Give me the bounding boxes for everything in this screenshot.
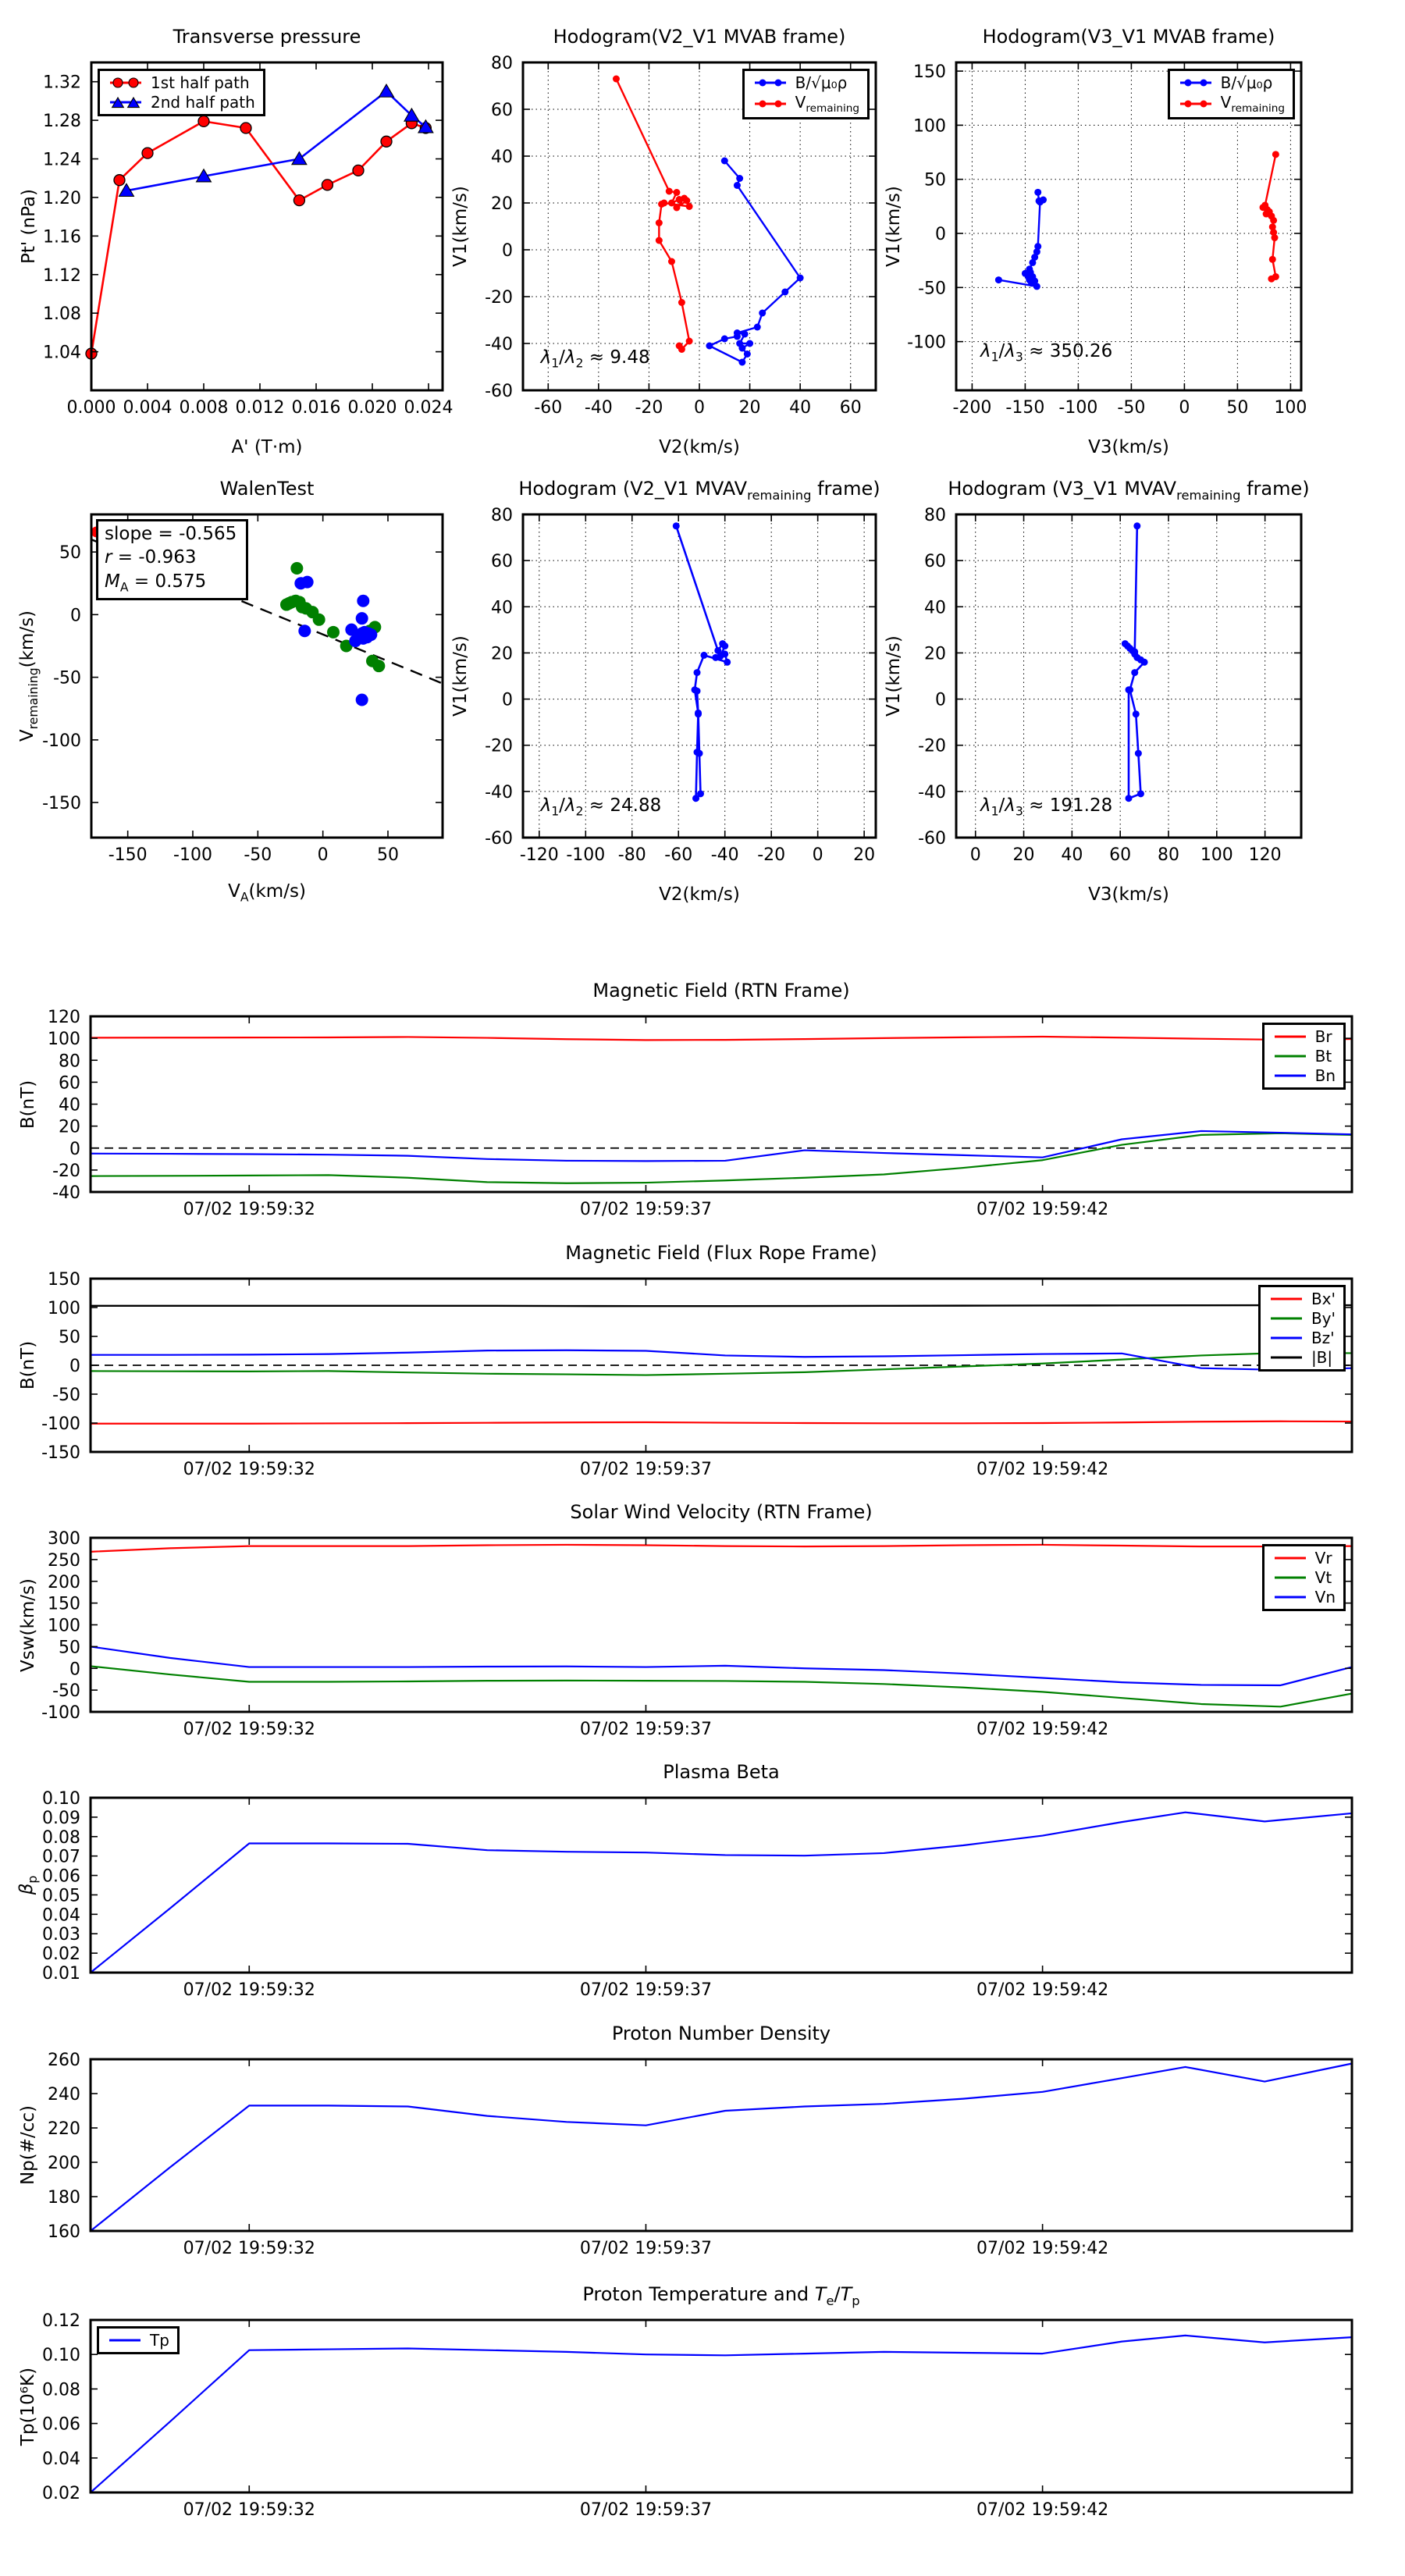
svg-text:200: 200 [48, 1572, 80, 1592]
svg-text:-60: -60 [485, 829, 513, 849]
svg-text:50: 50 [924, 170, 946, 190]
legend-item [1268, 1290, 1336, 1308]
svg-text:-150: -150 [108, 845, 148, 865]
chart-title: Proton Temperature and $T_e/T_p$ [582, 2283, 860, 2308]
svg-text:-40: -40 [52, 1183, 80, 1203]
y-axis-label: Np(#/cc) [18, 2105, 38, 2186]
svg-text:07/02 19:59:42: 07/02 19:59:42 [976, 1720, 1109, 1739]
legend-label: Vr [1314, 1549, 1332, 1567]
legend-line-swatch [1268, 1330, 1304, 1346]
svg-text:-150: -150 [42, 794, 81, 814]
svg-text:-60: -60 [534, 398, 563, 418]
svg-text:240: 240 [48, 2085, 80, 2105]
svg-text:-60: -60 [485, 382, 513, 401]
svg-text:0: 0 [69, 1357, 80, 1376]
chart-hodogram-v3v1-mvab [884, 26, 1307, 457]
svg-text:-60: -60 [664, 845, 693, 865]
svg-text:0.02: 0.02 [42, 2484, 80, 2503]
svg-text:100: 100 [913, 116, 946, 137]
svg-text:0: 0 [317, 845, 329, 865]
legend-line-swatch [1272, 1550, 1308, 1566]
legend-label: $V_{remaining}$ [1220, 93, 1285, 115]
legend-line-swatch [1272, 1029, 1308, 1044]
legend-label: By' [1311, 1309, 1336, 1328]
svg-text:0.000: 0.000 [66, 398, 116, 418]
legend [1168, 69, 1295, 119]
svg-text:40: 40 [789, 398, 812, 418]
svg-text:0: 0 [935, 690, 946, 710]
legend-label: Bx' [1311, 1290, 1336, 1308]
chart-title: Plasma Beta [663, 1761, 780, 1783]
svg-text:-50: -50 [1117, 398, 1146, 418]
svg-text:0.01: 0.01 [42, 1964, 80, 1984]
svg-text:120: 120 [48, 1008, 80, 1027]
chart-title: Magnetic Field (RTN Frame) [592, 980, 850, 1002]
svg-text:07/02 19:59:37: 07/02 19:59:37 [579, 1720, 713, 1739]
y-axis-label: V1(km/s) [450, 186, 471, 267]
legend-item [1178, 93, 1285, 115]
svg-text:07/02 19:59:32: 07/02 19:59:32 [183, 1980, 315, 2000]
legend-item [1272, 1027, 1336, 1046]
svg-text:07/02 19:59:32: 07/02 19:59:32 [183, 1720, 315, 1739]
walen-stats-box: slope = -0.565 r = -0.963 $M_A = 0.575$ [96, 519, 248, 600]
svg-text:20: 20 [738, 398, 761, 418]
legend-line-swatch [752, 75, 788, 91]
svg-text:80: 80 [59, 1051, 80, 1072]
svg-text:-40: -40 [584, 398, 613, 418]
y-axis-label: B(nT) [18, 1340, 38, 1390]
legend-label: Bt [1314, 1047, 1332, 1066]
legend-label: $V_{remaining}$ [795, 93, 859, 115]
svg-text:1.24: 1.24 [43, 150, 81, 170]
chart-title: WalenTest [219, 478, 315, 500]
legend-label: Tp [150, 2331, 169, 2350]
svg-text:120: 120 [1248, 845, 1282, 865]
svg-text:07/02 19:59:37: 07/02 19:59:37 [579, 1460, 713, 1479]
plot-area [41, 1529, 1352, 1739]
svg-text:-100: -100 [41, 1414, 80, 1434]
chart-title: Hodogram(V2_V1 MVAB frame) [553, 26, 846, 48]
svg-text:-60: -60 [918, 829, 946, 849]
x-axis-label: V3(km/s) [1088, 437, 1169, 457]
y-axis-label: $\beta_p$ [16, 1875, 40, 1895]
svg-text:260: 260 [48, 2051, 80, 2070]
legend-label: Vt [1314, 1568, 1332, 1587]
svg-text:07/02 19:59:32: 07/02 19:59:32 [183, 1460, 315, 1479]
svg-text:0: 0 [69, 1660, 80, 1680]
chart-proton-number-density [18, 2023, 1352, 2258]
plot-area [485, 54, 876, 418]
plot-area [42, 1789, 1352, 2000]
legend-line-swatch [107, 2332, 143, 2348]
svg-text:1.12: 1.12 [43, 265, 81, 286]
lambda-ratio-annotation: $\lambda_1/\lambda_3 \approx 350.26$ [980, 341, 1113, 365]
plot-area [485, 506, 876, 865]
svg-text:20: 20 [1012, 845, 1035, 865]
chart-proton-temperature [18, 2283, 1352, 2520]
y-axis-label: B(nT) [18, 1080, 38, 1129]
svg-text:60: 60 [839, 398, 862, 418]
svg-text:20: 20 [491, 644, 513, 664]
chart-hodogram-v2v1-mvab [450, 26, 876, 457]
legend-line-swatch [1268, 1291, 1304, 1307]
svg-text:0.08: 0.08 [42, 1827, 80, 1848]
svg-text:0.10: 0.10 [42, 1789, 80, 1809]
svg-text:80: 80 [491, 506, 513, 525]
plot-area [918, 506, 1301, 865]
svg-text:0.016: 0.016 [291, 398, 341, 418]
lambda-ratio-annotation: $\lambda_1/\lambda_2 \approx 24.88$ [540, 795, 662, 819]
lambda-ratio-annotation: $\lambda_1/\lambda_3 \approx 191.28$ [980, 795, 1113, 819]
svg-text:1.08: 1.08 [43, 304, 81, 325]
svg-text:60: 60 [59, 1073, 80, 1094]
legend-line-swatch [108, 94, 144, 110]
svg-text:-50: -50 [52, 1681, 80, 1702]
svg-text:50: 50 [59, 1328, 80, 1347]
svg-text:07/02 19:59:32: 07/02 19:59:32 [183, 1200, 315, 1219]
legend-item [1268, 1348, 1336, 1367]
legend-item [108, 73, 255, 92]
svg-text:07/02 19:59:42: 07/02 19:59:42 [976, 1200, 1109, 1219]
legend-line-swatch [1268, 1311, 1304, 1326]
svg-text:20: 20 [491, 194, 513, 214]
svg-text:0.02: 0.02 [42, 1944, 80, 1965]
svg-text:60: 60 [491, 101, 513, 120]
svg-text:60: 60 [491, 552, 513, 572]
plot-area [42, 2311, 1352, 2520]
legend-item [752, 73, 859, 92]
legend-item [1272, 1047, 1336, 1066]
svg-text:0.06: 0.06 [42, 2414, 80, 2435]
svg-text:-50: -50 [244, 845, 272, 865]
svg-text:-100: -100 [907, 333, 946, 353]
svg-text:0.004: 0.004 [123, 398, 173, 418]
plot-area [907, 62, 1307, 418]
svg-text:0.09: 0.09 [42, 1808, 80, 1828]
svg-text:20: 20 [59, 1117, 80, 1137]
svg-text:0.04: 0.04 [42, 1905, 80, 1926]
svg-text:80: 80 [491, 54, 513, 73]
legend-item [108, 93, 255, 112]
svg-text:100: 100 [1274, 398, 1307, 418]
chart-hodogram-v2v1-mvav [450, 478, 880, 905]
legend-label: 1st half path [151, 73, 250, 92]
legend-label: Vn [1314, 1588, 1336, 1606]
legend-label: B/√μ₀ρ [1220, 73, 1273, 92]
chart-magnetic-field-rtn [18, 980, 1352, 1219]
legend-line-swatch [1178, 75, 1214, 91]
legend-line-swatch [1272, 1589, 1308, 1605]
svg-text:20: 20 [924, 644, 946, 664]
svg-text:0.03: 0.03 [42, 1925, 80, 1945]
svg-text:0.012: 0.012 [235, 398, 285, 418]
svg-text:220: 220 [48, 2119, 80, 2139]
svg-text:0: 0 [812, 845, 823, 865]
svg-text:-50: -50 [918, 279, 946, 299]
svg-text:0.008: 0.008 [179, 398, 229, 418]
y-axis-label: V1(km/s) [450, 635, 471, 717]
svg-text:0.10: 0.10 [42, 2346, 80, 2366]
svg-text:50: 50 [1226, 398, 1249, 418]
svg-text:0: 0 [70, 606, 81, 626]
svg-text:60: 60 [1109, 845, 1132, 865]
svg-text:07/02 19:59:37: 07/02 19:59:37 [579, 1980, 713, 2000]
legend [742, 69, 870, 119]
legend-line-swatch [1178, 96, 1214, 112]
legend-label: Bz' [1311, 1329, 1335, 1347]
svg-text:0.07: 0.07 [42, 1847, 80, 1867]
y-axis-label: V1(km/s) [884, 186, 904, 267]
svg-text:-100: -100 [173, 845, 212, 865]
svg-text:07/02 19:59:42: 07/02 19:59:42 [976, 1980, 1109, 2000]
svg-text:-50: -50 [53, 668, 81, 688]
legend-label: Bn [1314, 1066, 1336, 1085]
svg-text:50: 50 [59, 543, 81, 564]
legend-item [107, 2331, 169, 2350]
svg-text:300: 300 [48, 1529, 80, 1549]
legend-label: 2nd half path [151, 93, 255, 112]
svg-text:0.12: 0.12 [42, 2311, 80, 2331]
svg-text:100: 100 [1200, 845, 1233, 865]
x-axis-label: $V_A(km/s)$ [228, 881, 306, 905]
svg-text:0.04: 0.04 [42, 2449, 80, 2469]
svg-text:0.05: 0.05 [42, 1886, 80, 1906]
svg-text:-200: -200 [952, 398, 992, 418]
lambda-ratio-annotation: $\lambda_1/\lambda_2 \approx 9.48$ [540, 347, 650, 371]
svg-text:07/02 19:59:42: 07/02 19:59:42 [976, 2239, 1109, 2258]
svg-text:60: 60 [924, 552, 946, 572]
chart-magnetic-field-flux-rope [18, 1242, 1352, 1479]
legend-item [1272, 1066, 1336, 1085]
chart-title: Magnetic Field (Flux Rope Frame) [565, 1242, 877, 1264]
svg-text:-50: -50 [52, 1386, 80, 1405]
svg-text:1.04: 1.04 [43, 343, 81, 363]
svg-text:50: 50 [377, 845, 399, 865]
svg-text:-150: -150 [41, 1443, 80, 1463]
legend-line-swatch [1272, 1048, 1308, 1064]
svg-text:1.28: 1.28 [43, 112, 81, 132]
legend [97, 2326, 180, 2354]
plot-area [48, 1008, 1352, 1219]
plot-area [43, 62, 454, 418]
legend [98, 69, 265, 116]
y-axis-label: V1(km/s) [884, 635, 904, 717]
svg-text:07/02 19:59:37: 07/02 19:59:37 [579, 2500, 713, 2520]
svg-text:-40: -40 [485, 335, 513, 354]
x-axis-label: V2(km/s) [659, 437, 740, 457]
x-axis-label: A' (T·m) [231, 437, 303, 457]
svg-text:07/02 19:59:37: 07/02 19:59:37 [579, 1200, 713, 1219]
svg-text:40: 40 [924, 598, 946, 618]
plot-area [41, 1270, 1352, 1479]
svg-text:-120: -120 [519, 845, 559, 865]
x-axis-label: V2(km/s) [659, 884, 740, 905]
legend-line-swatch [1268, 1350, 1304, 1365]
svg-text:07/02 19:59:42: 07/02 19:59:42 [976, 1460, 1109, 1479]
y-axis-label: Pt' (nPa) [19, 189, 39, 264]
svg-text:150: 150 [48, 1270, 80, 1290]
svg-text:0: 0 [1179, 398, 1190, 418]
svg-text:-40: -40 [710, 845, 739, 865]
svg-text:-100: -100 [42, 731, 81, 751]
svg-text:07/02 19:59:42: 07/02 19:59:42 [976, 2500, 1109, 2520]
chart-transverse-pressure [19, 26, 454, 457]
legend-item [1272, 1568, 1336, 1587]
svg-text:1.16: 1.16 [43, 227, 81, 247]
svg-text:-20: -20 [52, 1161, 80, 1181]
svg-text:40: 40 [491, 148, 513, 167]
chart-title: Proton Number Density [611, 2023, 831, 2044]
svg-text:40: 40 [59, 1095, 80, 1115]
legend [1258, 1285, 1346, 1372]
svg-text:07/02 19:59:37: 07/02 19:59:37 [579, 2239, 713, 2258]
svg-text:150: 150 [48, 1594, 80, 1614]
svg-text:100: 100 [48, 1616, 80, 1636]
svg-text:50: 50 [59, 1638, 80, 1658]
y-axis-label: Tp(10⁶K) [18, 2367, 38, 2446]
legend-line-swatch [1272, 1068, 1308, 1083]
svg-text:20: 20 [853, 845, 876, 865]
svg-text:-150: -150 [1005, 398, 1045, 418]
chart-title: Hodogram (V2_V1 $MVAV_{remaining}$ frame) [518, 478, 880, 503]
svg-text:0: 0 [694, 398, 705, 418]
svg-text:-20: -20 [918, 736, 946, 756]
svg-text:40: 40 [491, 598, 513, 618]
legend [1262, 1544, 1346, 1611]
svg-text:80: 80 [1158, 845, 1179, 865]
svg-text:-20: -20 [485, 736, 513, 756]
chart-solar-wind-velocity [18, 1501, 1352, 1739]
legend-label: |B| [1311, 1348, 1333, 1367]
svg-text:150: 150 [913, 62, 946, 83]
plot-area [48, 2051, 1352, 2258]
y-axis-label: Vsw(km/s) [18, 1578, 38, 1672]
svg-text:0.06: 0.06 [42, 1866, 80, 1887]
svg-text:160: 160 [48, 2222, 80, 2242]
svg-text:-100: -100 [566, 845, 606, 865]
plot-area [42, 514, 443, 865]
svg-text:0: 0 [502, 690, 513, 710]
legend-line-swatch [1272, 1570, 1308, 1585]
svg-text:-20: -20 [485, 288, 513, 308]
chart-title: Hodogram(V3_V1 MVAB frame) [982, 26, 1275, 48]
legend-item [1268, 1309, 1336, 1328]
chart-hodogram-v3v1-mvav [884, 478, 1310, 905]
svg-text:40: 40 [1061, 845, 1083, 865]
legend [1262, 1023, 1346, 1090]
svg-text:0.024: 0.024 [404, 398, 454, 418]
svg-text:0.020: 0.020 [347, 398, 397, 418]
svg-text:200: 200 [48, 2154, 80, 2173]
legend-item [1268, 1329, 1336, 1347]
chart-title: Transverse pressure [173, 26, 361, 48]
legend-line-swatch [108, 75, 144, 91]
legend-item [1272, 1588, 1336, 1606]
svg-text:-20: -20 [757, 845, 786, 865]
svg-text:0: 0 [969, 845, 981, 865]
x-axis-label: V3(km/s) [1088, 884, 1169, 905]
svg-text:250: 250 [48, 1550, 80, 1571]
svg-text:0.08: 0.08 [42, 2380, 80, 2400]
svg-text:07/02 19:59:32: 07/02 19:59:32 [183, 2239, 315, 2258]
chart-walen-test [17, 478, 443, 905]
svg-text:-40: -40 [918, 782, 946, 802]
svg-text:-20: -20 [635, 398, 663, 418]
svg-text:180: 180 [48, 2188, 80, 2208]
svg-text:0: 0 [935, 225, 946, 245]
chart-title: Hodogram (V3_V1 $MVAV_{remaining}$ frame) [948, 478, 1310, 503]
legend-label: B/√μ₀ρ [795, 73, 848, 92]
legend-line-swatch [752, 96, 788, 112]
svg-text:-80: -80 [617, 845, 646, 865]
legend-item [1272, 1549, 1336, 1567]
svg-text:0: 0 [69, 1139, 80, 1159]
svg-text:-100: -100 [1058, 398, 1098, 418]
svg-text:100: 100 [48, 1299, 80, 1318]
svg-text:1.20: 1.20 [43, 188, 81, 208]
y-axis-label: $V_{remaining}(km/s)$ [17, 610, 41, 742]
chart-plasma-beta [16, 1761, 1352, 2000]
legend-label: Br [1314, 1027, 1332, 1046]
legend-item [752, 93, 859, 115]
svg-text:0: 0 [502, 241, 513, 261]
chart-title: Solar Wind Velocity (RTN Frame) [570, 1501, 873, 1523]
svg-text:80: 80 [924, 506, 946, 525]
legend-item [1178, 73, 1285, 92]
svg-text:100: 100 [48, 1030, 80, 1050]
svg-text:1.32: 1.32 [43, 73, 81, 93]
svg-text:-40: -40 [485, 782, 513, 802]
svg-text:-100: -100 [41, 1703, 80, 1723]
svg-text:07/02 19:59:32: 07/02 19:59:32 [183, 2500, 315, 2520]
